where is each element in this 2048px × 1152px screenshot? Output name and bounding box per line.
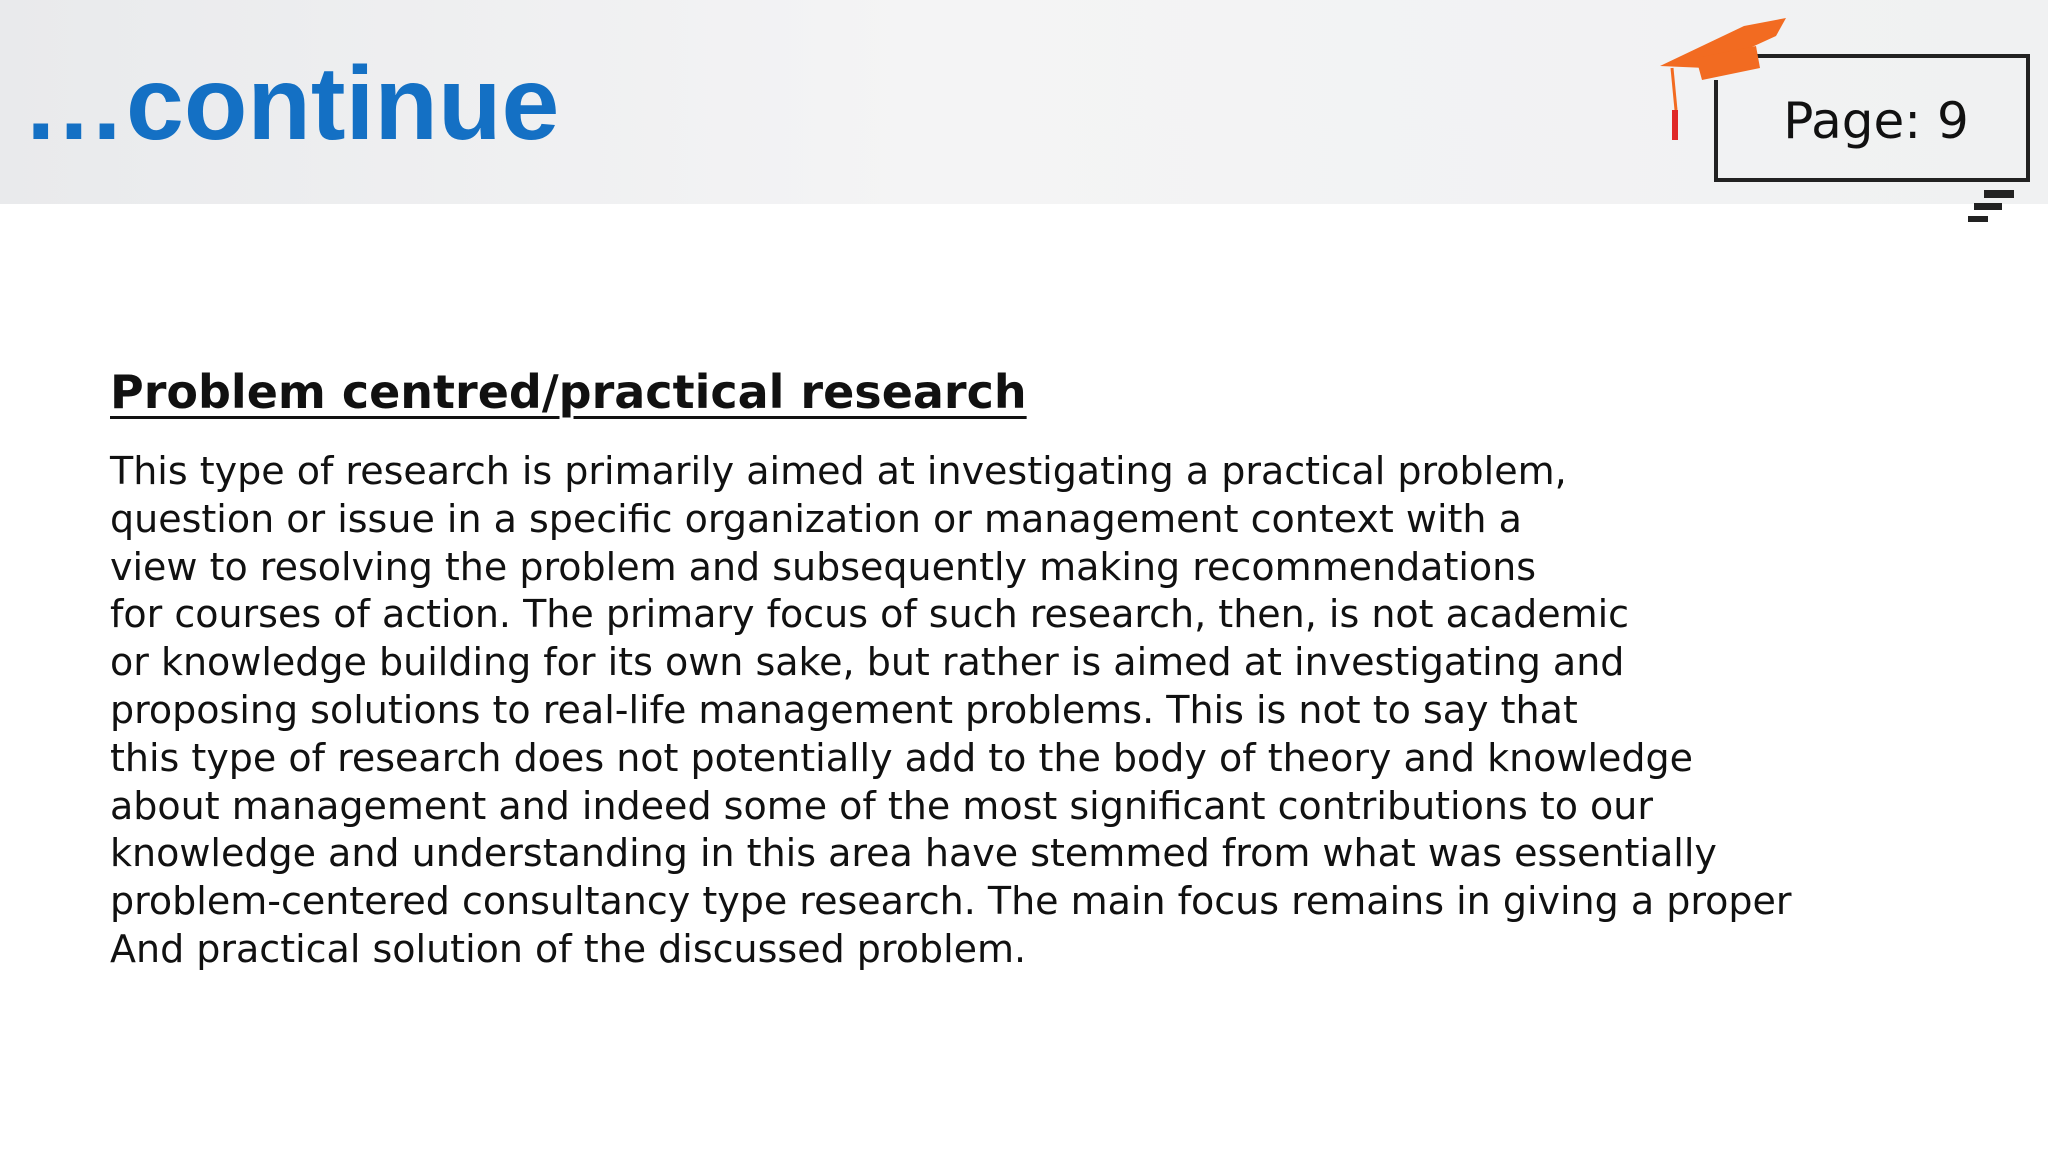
- body-line: knowledge and understanding in this area have stemmed from what was essentially: [110, 831, 1717, 876]
- section-heading: Problem centred/practical research: [110, 365, 1027, 419]
- body-line: for courses of action. The primary focus of such research, then, is not academic: [110, 592, 1630, 637]
- body-line: view to resolving the problem and subsequently making recommendations: [110, 544, 1537, 589]
- body-line: problem-centered consultancy type research. The main focus remains in giving a proper: [110, 879, 1792, 924]
- body-line: about management and indeed some of the most significant contributions to our: [110, 783, 1654, 828]
- slide-title: …continue: [22, 46, 560, 162]
- body-line: or knowledge building for its own sake, but rather is aimed at investigating and: [110, 640, 1625, 685]
- body-line: This type of research is primarily aimed at investigating a practical problem,: [110, 449, 1567, 493]
- body-paragraph: [110, 448, 1910, 974]
- body-line: And practical solution of the discussed problem.: [110, 926, 1027, 971]
- body-line: this type of research does not potentially add to the body of theory and knowledge: [110, 735, 1694, 780]
- body-line: question or issue in a specific organization or management context with a: [110, 496, 1522, 541]
- page-number-label: Page: 9: [1783, 92, 1969, 150]
- page-badge: [1656, 6, 2036, 238]
- body-line: proposing solutions to real-life management problems. This is not to say that: [110, 687, 1578, 732]
- content-area: [110, 360, 1910, 974]
